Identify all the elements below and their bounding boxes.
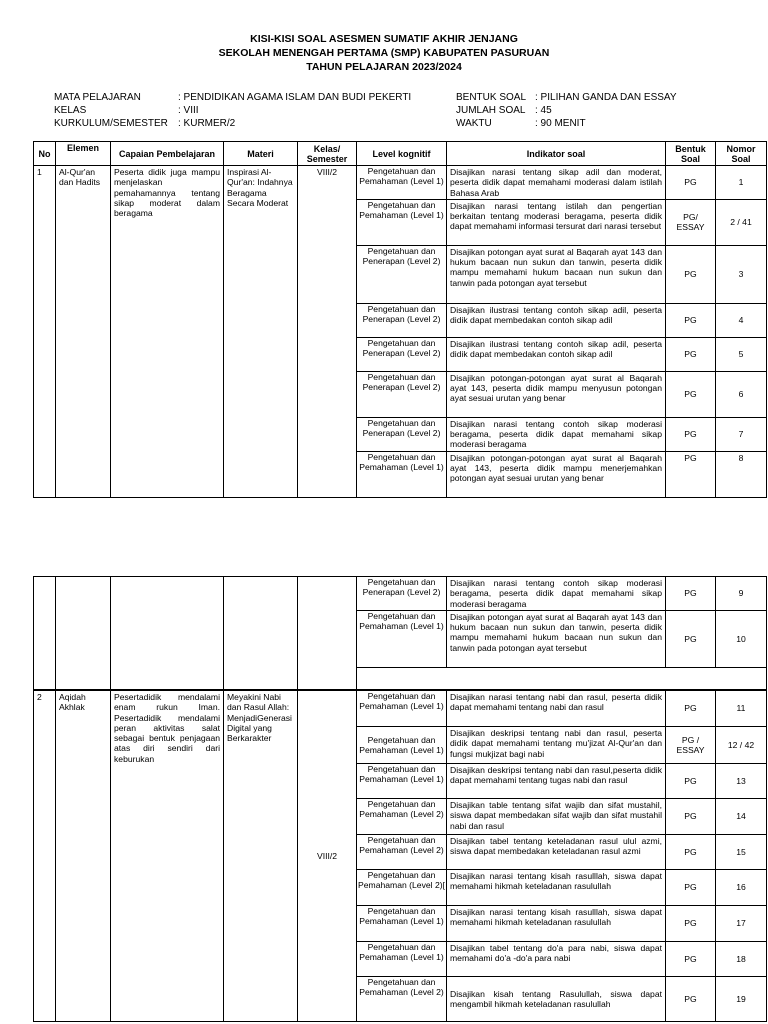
- bentuk-cell: PG: [666, 166, 716, 200]
- bentuk-cell: PG: [666, 337, 716, 371]
- bentuk-cell: PG: [666, 942, 716, 977]
- indikator-cell: Disajikan narasi tentang istilah dan pengertian berkaitan tentang moderasi beragama, peserta didik dapat memahami informasi tersurat dari narasi tersebut: [447, 199, 666, 245]
- level-cell: Pengetahuan dan Pemahaman (Level 1): [357, 764, 447, 799]
- nomor-cell: 14: [716, 799, 767, 835]
- bentuk-cell: PG: [666, 870, 716, 906]
- nomor-cell: 17: [716, 906, 767, 942]
- kisi-kisi-table-page1: [33, 141, 767, 498]
- indikator-cell: Disajikan potongan ayat surat al Baqarah ayat 143 dan hukum bacaan nun sukun dan tanwin, peserta didik mampu memahami hukum bacaan nun sukun dan tanwin pada potongan ayat tersebut: [447, 245, 666, 303]
- indikator-cell: Disajikan table tentang sifat wajib dan sifat mustahil, siswa dapat membedakan sifat wajib dan sifat mustahil nabi dan rasul: [447, 799, 666, 835]
- meta-value: : PILIHAN GANDA DAN ESSAY: [535, 92, 677, 103]
- indikator-cell: Disajikan narasi tentang kisah rasulllah, siswa dapat memahami hikmah keteladanan rasulullah: [447, 906, 666, 942]
- col-header: Indikator soal: [447, 142, 666, 166]
- indikator-cell: Disajikan narasi tentang nabi dan rasul, peserta didik dapat memahami tentang nabi dan rasul: [447, 691, 666, 727]
- indikator-cell: Disajikan deskripsi tentang nabi dan rasul, peserta didik dapat memahami tentang mu'jizat Al-Qur'an dan fungsi mukjizat bagi nabi: [447, 727, 666, 764]
- bentuk-cell: PG: [666, 906, 716, 942]
- bentuk-cell: PG / ESSAY: [666, 727, 716, 764]
- level-cell: Pengetahuan dan Pemahaman (Level 1): [357, 451, 447, 497]
- col-header: Materi: [224, 142, 298, 166]
- meta-left: [52, 90, 413, 131]
- indikator-cell: Disajikan potongan-potongan ayat surat al Baqarah ayat 143, peserta didik mampu menyusun potongan ayat sesuai urutan yang benar: [447, 371, 666, 417]
- table-row: [34, 166, 767, 200]
- nomor-cell: 18: [716, 942, 767, 977]
- meta-value: : KURMER/2: [178, 118, 236, 129]
- kisi-kisi-table-section2: [33, 690, 767, 1022]
- indikator-cell: Disajikan deskripsi tentang nabi dan rasul,peserta didik dapat memahami tentang tugas nabi dan rasul: [447, 764, 666, 799]
- col-header: Nomor Soal: [716, 142, 767, 166]
- row-no: 2: [34, 691, 56, 1022]
- nomor-cell: 10: [716, 610, 767, 667]
- level-cell: Pengetahuan dan Penerapan (Level 2): [357, 371, 447, 417]
- indikator-cell: Disajikan tabel tentang keteladanan rasul ulul azmi, siswa dapat membedakan keteladanan rasul azmi: [447, 835, 666, 870]
- level-cell: Pengetahuan dan Pemahaman (Level 1): [357, 727, 447, 764]
- kelas-empty: [298, 577, 357, 690]
- bentuk-cell: PG/ ESSAY: [666, 199, 716, 245]
- nomor-cell: 9: [716, 577, 767, 611]
- nomor-cell: 7: [716, 417, 767, 451]
- meta-value: : PENDIDIKAN AGAMA ISLAM DAN BUDI PEKERTI: [178, 92, 412, 103]
- meta-value: : 90 MENIT: [535, 118, 586, 129]
- meta-value: : 45: [535, 105, 552, 116]
- capaian-empty: [111, 577, 224, 690]
- nomor-cell: 11: [716, 691, 767, 727]
- kelas-cell: VIII/2: [298, 166, 357, 498]
- nomor-cell: 6: [716, 371, 767, 417]
- bentuk-cell: PG: [666, 417, 716, 451]
- nomor-cell: 2 / 41: [716, 199, 767, 245]
- col-header: Bentuk Soal: [666, 142, 716, 166]
- col-header: Capaian Pembelajaran: [111, 142, 224, 166]
- doc-title-line1: KISI-KISI SOAL ASESMEN SUMATIF AKHIR JENJANG: [250, 33, 518, 45]
- indikator-cell: Disajikan ilustrasi tentang contoh sikap adil, peserta didik dapat membedakan contoh sikap adil: [447, 303, 666, 337]
- meta-label: BENTUK SOAL: [456, 92, 527, 103]
- nomor-cell: 5: [716, 337, 767, 371]
- doc-title-line3: TAHUN PELAJARAN 2023/2024: [306, 61, 462, 73]
- indikator-cell: Disajikan potongan ayat surat al Baqarah ayat 143 dan hukum bacaan nun sukun dan tanwin, peserta didik mampu memahami hukum bacaan nun sukun dan tanwin pada potongan ayat tersebut: [447, 610, 666, 667]
- bentuk-cell: PG: [666, 371, 716, 417]
- doc-title-line2: SEKOLAH MENENGAH PERTAMA (SMP) KABUPATEN PASURUAN: [218, 47, 550, 59]
- level-cell: Pengetahuan dan Pemahaman (Level 2)[: [357, 870, 447, 906]
- table-row: [34, 577, 767, 611]
- elemen-cell: Al-Qur'an dan Hadits: [56, 166, 111, 498]
- col-header: No: [34, 142, 56, 166]
- meta-label: KELAS: [54, 105, 87, 116]
- col-header: Kelas/ Semester: [298, 142, 357, 166]
- level-cell: Pengetahuan dan Penerapan (Level 2): [357, 417, 447, 451]
- level-cell: Pengetahuan dan Pemahaman (Level 2): [357, 799, 447, 835]
- level-cell: Pengetahuan dan Pemahaman (Level 1): [357, 199, 447, 245]
- nomor-cell: 4: [716, 303, 767, 337]
- table-row: [34, 691, 767, 727]
- kisi-kisi-table-page2: [33, 576, 767, 690]
- nomor-cell: 3: [716, 245, 767, 303]
- kelas-cell: VIII/2: [298, 691, 357, 1022]
- bentuk-cell: PG: [666, 691, 716, 727]
- meta-label: MATA PELAJARAN: [54, 92, 141, 103]
- bentuk-cell: PG: [666, 835, 716, 870]
- indikator-cell: Disajikan narasi tentang sikap adil dan moderat, peserta didik dapat memahami moderasi dalam istilah Bahasa Arab: [447, 166, 666, 200]
- nomor-cell: 19: [716, 977, 767, 1022]
- level-cell: Pengetahuan dan Pemahaman (Level 2): [357, 835, 447, 870]
- meta-label: WAKTU: [456, 118, 492, 129]
- table-header-row: [34, 142, 767, 166]
- indikator-cell: Disajikan narasi tentang contoh sikap moderasi beragama, peserta didik dapat memahami sikap moderasi beragama: [447, 417, 666, 451]
- bentuk-cell: PG: [666, 977, 716, 1022]
- meta-right: [454, 90, 679, 131]
- elemen-cell: Aqidah Akhlak: [56, 691, 111, 1022]
- level-cell: Pengetahuan dan Pemahaman (Level 1): [357, 166, 447, 200]
- materi-cell: Inspirasi Al-Qur'an: Indahnya Beragama Secara Moderat: [224, 166, 298, 498]
- nomor-cell: 13: [716, 764, 767, 799]
- indikator-cell: Disajikan potongan-potongan ayat surat al Baqarah ayat 143, peserta didik mampu menerjemahkan potongan ayat sesuai urutan yang benar: [447, 451, 666, 497]
- empty-cell: [357, 667, 767, 689]
- meta-label: KURKULUM/SEMESTER: [54, 118, 168, 129]
- row-no: 1: [34, 166, 56, 498]
- nomor-cell: 16: [716, 870, 767, 906]
- meta-value: : VIII: [178, 105, 199, 116]
- capaian-cell: Peserta didik juga mampu menjelaskan pemahamannya tentang sikap moderat dalam beragama: [111, 166, 224, 498]
- nomor-cell: 1: [716, 166, 767, 200]
- indikator-cell: Disajikan tabel tentang do'a para nabi, siswa dapat memahami do'a -do'a para nabi: [447, 942, 666, 977]
- level-cell: Pengetahuan dan Penerapan (Level 2): [357, 577, 447, 611]
- nomor-cell: 8: [716, 451, 767, 497]
- materi-cell: Meyakini Nabi dan Rasul Allah: MenjadiGenerasi Digital yang Berkarakter: [224, 691, 298, 1022]
- nomor-cell: 12 / 42: [716, 727, 767, 764]
- meta-label: JUMLAH SOAL: [456, 105, 526, 116]
- indikator-cell: Disajikan ilustrasi tentang contoh sikap adil, peserta didik dapat membedakan contoh sikap adil: [447, 337, 666, 371]
- bentuk-cell: PG: [666, 764, 716, 799]
- indikator-cell: Disajikan narasi tentang contoh sikap moderasi beragama, peserta didik dapat memahami sikap moderasi beragama: [447, 577, 666, 611]
- level-cell: Pengetahuan dan Penerapan (Level 2): [357, 337, 447, 371]
- bentuk-cell: PG: [666, 245, 716, 303]
- capaian-cell: Pesertadidik mendalami enam rukun Iman. Pesertadidik mendalami peran aktivitas salat sebagai bentuk penjagaan atas diri sendiri dari keburukan: [111, 691, 224, 1022]
- bentuk-cell: PG: [666, 451, 716, 497]
- bentuk-cell: PG: [666, 577, 716, 611]
- level-cell: Pengetahuan dan Penerapan (Level 2): [357, 303, 447, 337]
- col-header: Level kognitif: [357, 142, 447, 166]
- indikator-cell: Disajikan kisah tentang Rasulullah, siswa dapat mengambil hikmah keteladanan rasulullah: [447, 977, 666, 1022]
- row-no-empty: [34, 577, 56, 690]
- col-header: Elemen: [56, 142, 111, 166]
- indikator-cell: Disajikan narasi tentang kisah rasulllah, siswa dapat memahami hikmah keteladanan rasulullah: [447, 870, 666, 906]
- level-cell: Pengetahuan dan Pemahaman (Level 1): [357, 691, 447, 727]
- level-cell: Pengetahuan dan Pemahaman (Level 1): [357, 942, 447, 977]
- nomor-cell: 15: [716, 835, 767, 870]
- elemen-empty: [56, 577, 111, 690]
- level-cell: Pengetahuan dan Pemahaman (Level 1): [357, 906, 447, 942]
- bentuk-cell: PG: [666, 610, 716, 667]
- materi-empty: [224, 577, 298, 690]
- level-cell: Pengetahuan dan Pemahaman (Level 2): [357, 977, 447, 1022]
- bentuk-cell: PG: [666, 799, 716, 835]
- level-cell: Pengetahuan dan Pemahaman (Level 1): [357, 610, 447, 667]
- bentuk-cell: PG: [666, 303, 716, 337]
- level-cell: Pengetahuan dan Penerapan (Level 2): [357, 245, 447, 303]
